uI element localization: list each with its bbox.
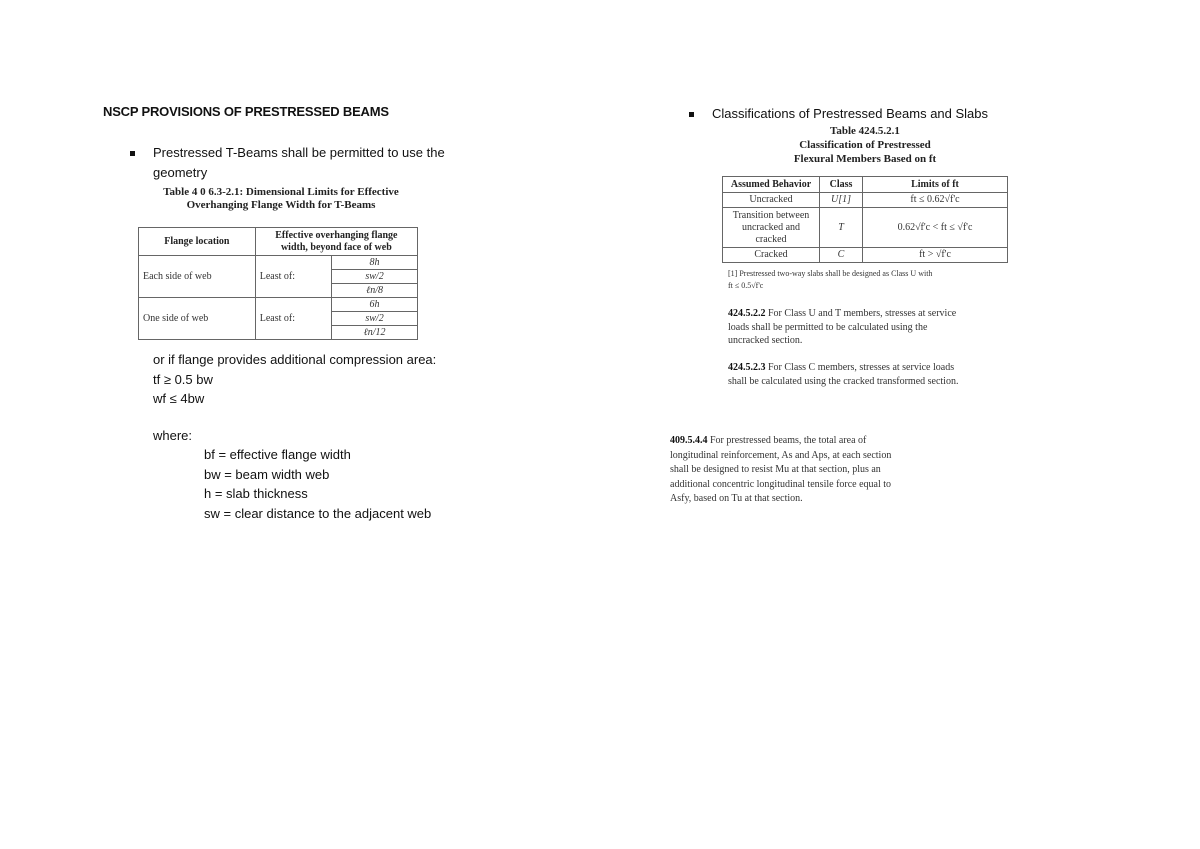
- bullet-line-2: geometry: [153, 164, 208, 180]
- value-cell: ℓn/8: [332, 284, 418, 298]
- bullet-icon: [689, 112, 694, 117]
- flange-width-table: [138, 227, 418, 340]
- header-assumed-behavior: Assumed Behavior: [723, 177, 820, 193]
- caption-line: Overhanging Flange Width for T-Beams: [186, 199, 376, 211]
- section-text: shall be calculated using the cracked transformed section.: [728, 375, 959, 387]
- flange-conditions: [153, 350, 436, 409]
- table-406-caption: [150, 186, 412, 212]
- section-424-5-2-2: [728, 307, 1004, 348]
- header-flange-location: Flange location: [139, 228, 256, 256]
- section-number: 424.5.2.2: [728, 308, 766, 319]
- header-line: Effective overhanging flange: [275, 229, 398, 241]
- section-text: longitudinal reinforcement, As and Aps, at each section: [670, 449, 892, 461]
- value-cell: sw/2: [332, 270, 418, 284]
- section-424-5-2-3: [728, 361, 1008, 388]
- value-cell: 8h: [332, 256, 418, 270]
- page-title: NSCP PROVISIONS OF PRESTRESSED BEAMS: [103, 104, 389, 119]
- tf-condition: tf ≥ 0.5 bw: [153, 371, 213, 387]
- section-number: 424.5.2.3: [728, 362, 766, 373]
- value-cell: ℓn/12: [332, 326, 418, 340]
- class-cell: T: [820, 208, 863, 248]
- footnote-line: [1] Prestressed two-way slabs shall be designed as Class U with: [728, 269, 933, 278]
- header-limits: Limits of ft: [863, 177, 1008, 193]
- section-text: additional concentric longitudinal tensile force equal to: [670, 478, 892, 490]
- header-effective-width: [255, 228, 417, 256]
- section-text: For prestressed beams, the total area of: [710, 435, 867, 446]
- behavior-cell: Cracked: [723, 248, 820, 263]
- bullet-text-tbeams: [153, 143, 445, 182]
- behavior-cell: Transition between uncracked and cracked: [723, 208, 820, 248]
- section-number: 409.5.4.4: [670, 435, 708, 446]
- definition-item: h = slab thickness: [204, 486, 308, 501]
- condition-text: or if flange provides additional compression area:: [153, 352, 437, 367]
- bullet-line-1: Prestressed T-Beams shall be permitted to use the: [153, 145, 445, 160]
- section-text: For Class U and T members, stresses at service: [768, 308, 957, 319]
- caption-line: Flexural Members Based on ft: [793, 153, 937, 165]
- behavior-cell: Uncracked: [723, 193, 820, 208]
- header-class: Class: [820, 177, 863, 193]
- bullet-icon: [130, 151, 135, 156]
- section-409-5-4-4: [670, 434, 945, 507]
- caption-line: Table 424.5.2.1: [830, 125, 900, 137]
- wf-condition: wf ≤ 4bw: [153, 391, 205, 406]
- table-424-caption: [770, 124, 960, 166]
- classification-heading: Classifications of Prestressed Beams and Slabs: [712, 106, 989, 121]
- least-of-2: Least of:: [255, 298, 331, 340]
- section-text: Asfy, based on Tu at that section.: [670, 493, 803, 504]
- limit-cell: ft ≤ 0.62√f'c: [863, 193, 1008, 208]
- value-cell: sw/2: [332, 312, 418, 326]
- classification-table: [722, 176, 1008, 263]
- section-text: loads shall be permitted to be calculated using the: [728, 321, 928, 333]
- section-text: For Class C members, stresses at service loads: [768, 362, 955, 373]
- row-label-one-side: One side of web: [139, 298, 256, 340]
- header-line: width, beyond face of web: [280, 241, 392, 253]
- section-text: uncracked section.: [728, 335, 803, 346]
- row-label-each-side: Each side of web: [139, 256, 256, 298]
- definition-item: sw = clear distance to the adjacent web: [204, 505, 432, 521]
- class-cell: U[1]: [820, 193, 863, 208]
- definition-item: bf = effective flange width: [204, 447, 351, 462]
- limit-cell: 0.62√f'c < ft ≤ √f'c: [863, 208, 1008, 248]
- class-cell: C: [820, 248, 863, 263]
- value-cell: 6h: [332, 298, 418, 312]
- definition-item: bw = beam width web: [204, 466, 330, 482]
- section-text: shall be designed to resist Mu at that section, plus an: [670, 464, 881, 475]
- definitions-list: [204, 445, 431, 523]
- table-footnote: [728, 268, 932, 292]
- caption-line: Table 4 0 6.3-2.1: Dimensional Limits for Effective: [163, 186, 399, 198]
- least-of-1: Least of:: [255, 256, 331, 298]
- footnote-line: ft ≤ 0.5√f'c: [728, 281, 764, 290]
- limit-cell: ft > √f'c: [863, 248, 1008, 263]
- caption-line: Classification of Prestressed: [799, 139, 931, 151]
- where-label: where:: [153, 428, 193, 443]
